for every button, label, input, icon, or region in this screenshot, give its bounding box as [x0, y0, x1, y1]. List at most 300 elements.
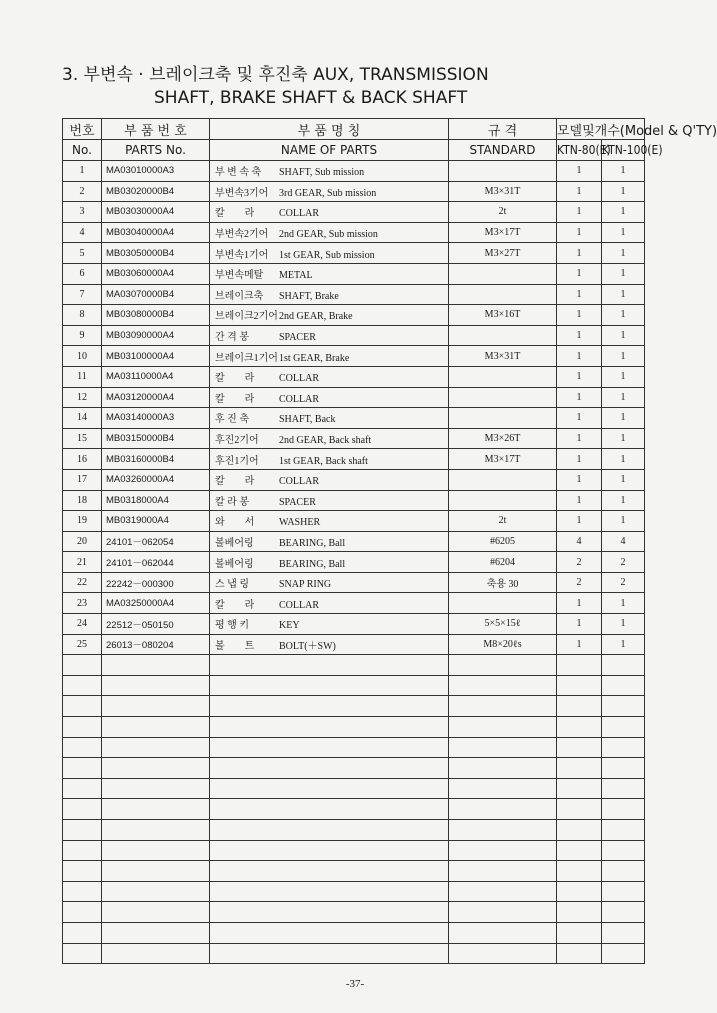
empty-cell [557, 943, 602, 964]
row-number: 6 [63, 263, 102, 284]
empty-cell [602, 943, 645, 964]
empty-cell [557, 737, 602, 758]
empty-row [63, 799, 645, 820]
standard: M3×17T [449, 449, 557, 470]
part-number: MA03260000A4 [102, 469, 210, 490]
empty-cell [449, 675, 557, 696]
table-row [63, 408, 645, 429]
part-name [210, 305, 449, 326]
empty-cell [63, 902, 102, 923]
empty-cell [557, 696, 602, 717]
part-name-ko: 와 서 [215, 517, 255, 529]
part-number: MA03140000A3 [102, 408, 210, 429]
part-name [210, 243, 449, 264]
part-name-ko: 볼베어링 [215, 537, 254, 549]
qty-model-1: 2 [557, 552, 602, 573]
empty-cell [210, 655, 449, 676]
table-row [63, 366, 645, 387]
empty-row [63, 758, 645, 779]
table-row [63, 552, 645, 573]
table-row [63, 222, 645, 243]
table-row [63, 305, 645, 326]
part-name-ko: 부변속메탈 [215, 270, 264, 282]
empty-row [63, 737, 645, 758]
part-name-en: SHAFT, Back [279, 414, 336, 426]
part-name-en: SHAFT, Brake [279, 290, 339, 302]
empty-cell [63, 696, 102, 717]
empty-cell [602, 717, 645, 738]
part-name-ko: 칼 라 봉 [215, 496, 249, 508]
standard [449, 263, 557, 284]
qty-model-2: 1 [602, 428, 645, 449]
part-name-en: 1st GEAR, Brake [279, 352, 350, 364]
empty-cell [557, 881, 602, 902]
part-name-en: COLLAR [279, 393, 319, 405]
row-number: 3 [63, 202, 102, 223]
part-name-en: 1st GEAR, Sub mission [279, 249, 375, 261]
table-row [63, 490, 645, 511]
part-number: MB03020000B4 [102, 181, 210, 202]
empty-cell [449, 861, 557, 882]
empty-row [63, 861, 645, 882]
row-number: 2 [63, 181, 102, 202]
empty-row [63, 696, 645, 717]
empty-cell [602, 902, 645, 923]
qty-model-2: 1 [602, 222, 645, 243]
qty-model-2: 1 [602, 263, 645, 284]
part-name-en: KEY [279, 620, 300, 632]
qty-model-2: 4 [602, 531, 645, 552]
empty-cell [557, 717, 602, 738]
part-number: MB0319000A4 [102, 511, 210, 532]
empty-cell [102, 655, 210, 676]
part-number: MA03010000A3 [102, 161, 210, 182]
part-name [210, 490, 449, 511]
row-number: 1 [63, 161, 102, 182]
qty-model-2: 1 [602, 243, 645, 264]
empty-cell [449, 696, 557, 717]
empty-row [63, 655, 645, 676]
part-number: 26013－080204 [102, 634, 210, 655]
empty-cell [210, 840, 449, 861]
qty-model-2: 2 [602, 572, 645, 593]
empty-cell [602, 881, 645, 902]
part-name [210, 366, 449, 387]
row-number: 8 [63, 305, 102, 326]
standard [449, 469, 557, 490]
row-number: 15 [63, 428, 102, 449]
table-row [63, 634, 645, 655]
empty-cell [602, 778, 645, 799]
part-name-ko: 간 격 봉 [215, 332, 249, 344]
empty-row [63, 922, 645, 943]
part-name [210, 284, 449, 305]
qty-model-2: 1 [602, 305, 645, 326]
part-name-en: BOLT(＋SW) [279, 640, 336, 652]
empty-cell [102, 922, 210, 943]
qty-model-1: 1 [557, 161, 602, 182]
empty-cell [449, 778, 557, 799]
empty-cell [557, 820, 602, 841]
standard: M3×26T [449, 428, 557, 449]
part-name [210, 531, 449, 552]
table-row [63, 531, 645, 552]
empty-cell [210, 758, 449, 779]
empty-cell [63, 943, 102, 964]
empty-cell [102, 799, 210, 820]
empty-cell [210, 737, 449, 758]
row-number: 20 [63, 531, 102, 552]
part-number: MA03120000A4 [102, 387, 210, 408]
standard [449, 387, 557, 408]
table-row [63, 284, 645, 305]
part-name-ko: 칼 라 [215, 393, 255, 405]
title-line-2: SHAFT, BRAKE SHAFT & BACK SHAFT [154, 88, 468, 108]
empty-cell [602, 758, 645, 779]
row-number: 21 [63, 552, 102, 573]
empty-cell [210, 696, 449, 717]
qty-model-1: 1 [557, 614, 602, 635]
qty-model-2: 2 [602, 552, 645, 573]
part-name-en: COLLAR [279, 476, 319, 488]
empty-cell [557, 655, 602, 676]
empty-cell [102, 881, 210, 902]
part-name [210, 387, 449, 408]
qty-model-1: 1 [557, 449, 602, 470]
part-number: 24101－062054 [102, 531, 210, 552]
empty-cell [102, 675, 210, 696]
empty-cell [449, 902, 557, 923]
part-number: 22512－050150 [102, 614, 210, 635]
empty-row [63, 820, 645, 841]
part-number: MB03060000A4 [102, 263, 210, 284]
standard [449, 366, 557, 387]
part-name-en: 1st GEAR, Back shaft [279, 455, 368, 467]
empty-cell [63, 881, 102, 902]
row-number: 22 [63, 572, 102, 593]
qty-model-1: 1 [557, 408, 602, 429]
header-parts-no-en: PARTS No. [102, 140, 210, 161]
standard [449, 161, 557, 182]
qty-model-2: 1 [602, 469, 645, 490]
table-row [63, 161, 645, 182]
empty-cell [210, 820, 449, 841]
page-number: -37- [345, 978, 365, 990]
part-name [210, 511, 449, 532]
empty-cell [63, 799, 102, 820]
empty-cell [210, 717, 449, 738]
part-name-en: COLLAR [279, 373, 319, 385]
empty-cell [210, 902, 449, 923]
part-name-en: 2nd GEAR, Back shaft [279, 435, 372, 447]
row-number: 18 [63, 490, 102, 511]
empty-cell [557, 922, 602, 943]
part-name-ko: 칼 라 [215, 208, 255, 220]
empty-cell [102, 717, 210, 738]
part-name-ko: 후진2기어 [215, 435, 259, 447]
empty-cell [449, 820, 557, 841]
part-name-en: WASHER [279, 517, 321, 529]
header-std-en: STANDARD [449, 140, 557, 161]
standard: 축용 30 [449, 572, 557, 593]
empty-cell [102, 737, 210, 758]
qty-model-1: 1 [557, 511, 602, 532]
header-row-english [63, 140, 645, 161]
row-number: 5 [63, 243, 102, 264]
standard: 5×5×15ℓ [449, 614, 557, 635]
table-row [63, 181, 645, 202]
part-number: 24101－062044 [102, 552, 210, 573]
table-row [63, 325, 645, 346]
empty-cell [102, 840, 210, 861]
qty-model-2: 1 [602, 346, 645, 367]
header-model-2: KTN-100(E) [602, 140, 645, 161]
empty-cell [449, 758, 557, 779]
empty-cell [602, 675, 645, 696]
qty-model-1: 1 [557, 325, 602, 346]
header-no-en: No. [63, 140, 102, 161]
empty-cell [602, 799, 645, 820]
part-name-ko: 칼 라 [215, 373, 255, 385]
part-name [210, 161, 449, 182]
empty-cell [102, 943, 210, 964]
standard: 2t [449, 511, 557, 532]
empty-cell [449, 799, 557, 820]
empty-cell [63, 655, 102, 676]
part-number: MB03160000B4 [102, 449, 210, 470]
standard: M8×20ℓs [449, 634, 557, 655]
empty-cell [557, 675, 602, 696]
part-number: MB03090000A4 [102, 325, 210, 346]
qty-model-2: 1 [602, 387, 645, 408]
standard: #6205 [449, 531, 557, 552]
table-row [63, 572, 645, 593]
part-name [210, 181, 449, 202]
part-name-en: SPACER [279, 496, 316, 508]
empty-row [63, 675, 645, 696]
empty-cell [102, 902, 210, 923]
title-line-1: 3. 부변속 · 브레이크축 및 후진축 AUX, TRANSMISSION [62, 65, 489, 85]
table-row [63, 614, 645, 635]
qty-model-2: 1 [602, 202, 645, 223]
part-name-ko: 브레이크축 [215, 290, 264, 302]
qty-model-2: 1 [602, 449, 645, 470]
empty-row [63, 881, 645, 902]
parts-table-body [63, 161, 645, 964]
empty-cell [602, 922, 645, 943]
row-number: 14 [63, 408, 102, 429]
part-number: MB03050000B4 [102, 243, 210, 264]
empty-cell [210, 861, 449, 882]
row-number: 17 [63, 469, 102, 490]
part-name [210, 449, 449, 470]
header-name-en: NAME OF PARTS [210, 140, 449, 161]
qty-model-2: 1 [602, 181, 645, 202]
table-row [63, 387, 645, 408]
empty-cell [63, 737, 102, 758]
standard: M3×17T [449, 222, 557, 243]
empty-cell [102, 778, 210, 799]
part-name [210, 469, 449, 490]
empty-cell [449, 881, 557, 902]
empty-cell [63, 861, 102, 882]
empty-cell [602, 861, 645, 882]
table-row [63, 346, 645, 367]
empty-cell [63, 778, 102, 799]
part-name-en: COLLAR [279, 599, 319, 611]
part-name-en: 3rd GEAR, Sub mission [279, 187, 377, 199]
standard: M3×27T [449, 243, 557, 264]
table-row [63, 263, 645, 284]
empty-cell [602, 820, 645, 841]
standard [449, 325, 557, 346]
qty-model-1: 1 [557, 243, 602, 264]
empty-cell [557, 840, 602, 861]
empty-cell [449, 717, 557, 738]
part-name [210, 428, 449, 449]
row-number: 16 [63, 449, 102, 470]
part-name [210, 552, 449, 573]
row-number: 25 [63, 634, 102, 655]
part-name-ko: 브레이크2기어 [215, 311, 278, 323]
empty-row [63, 840, 645, 861]
qty-model-1: 4 [557, 531, 602, 552]
table-row [63, 511, 645, 532]
empty-cell [557, 861, 602, 882]
part-number: 22242－000300 [102, 572, 210, 593]
part-name-en: SHAFT, Sub mission [279, 167, 365, 179]
table-row [63, 202, 645, 223]
empty-cell [63, 717, 102, 738]
part-name-ko: 볼 트 [215, 640, 255, 652]
qty-model-2: 1 [602, 366, 645, 387]
empty-cell [63, 675, 102, 696]
empty-cell [102, 861, 210, 882]
parts-table [62, 118, 717, 964]
part-name-en: 2nd GEAR, Sub mission [279, 229, 378, 241]
header-row-korean [63, 119, 645, 140]
header-parts-no-ko: 부 품 번 호 [102, 119, 210, 140]
standard: M3×31T [449, 181, 557, 202]
empty-cell [102, 696, 210, 717]
empty-cell [557, 902, 602, 923]
empty-cell [602, 655, 645, 676]
qty-model-1: 1 [557, 305, 602, 326]
part-name [210, 593, 449, 614]
empty-cell [449, 737, 557, 758]
qty-model-1: 1 [557, 222, 602, 243]
empty-cell [449, 840, 557, 861]
part-name-ko: 볼베어링 [215, 558, 254, 570]
part-name [210, 202, 449, 223]
empty-cell [210, 778, 449, 799]
part-name-ko: 칼 라 [215, 476, 255, 488]
qty-model-2: 1 [602, 408, 645, 429]
empty-cell [210, 799, 449, 820]
part-name-en: METAL [279, 270, 313, 282]
qty-model-1: 1 [557, 263, 602, 284]
table-row [63, 428, 645, 449]
part-name-ko: 스 냅 링 [215, 579, 249, 591]
qty-model-1: 1 [557, 284, 602, 305]
part-name-en: BEARING, Ball [279, 537, 346, 549]
part-name-en: BEARING, Ball [279, 558, 346, 570]
qty-model-1: 1 [557, 428, 602, 449]
empty-row [63, 943, 645, 964]
empty-cell [557, 799, 602, 820]
qty-model-1: 1 [557, 346, 602, 367]
empty-row [63, 778, 645, 799]
empty-cell [210, 675, 449, 696]
part-number: MA03110000A4 [102, 366, 210, 387]
empty-cell [102, 758, 210, 779]
empty-cell [210, 881, 449, 902]
qty-model-1: 1 [557, 366, 602, 387]
empty-cell [63, 820, 102, 841]
qty-model-2: 1 [602, 490, 645, 511]
part-name-en: COLLAR [279, 208, 319, 220]
part-number: MB03030000A4 [102, 202, 210, 223]
part-name [210, 263, 449, 284]
qty-model-1: 2 [557, 572, 602, 593]
qty-model-2: 1 [602, 634, 645, 655]
part-name-ko: 부 변 속 축 [215, 167, 262, 179]
row-number: 9 [63, 325, 102, 346]
header-model-1: KTN-80(E) [557, 140, 602, 161]
empty-cell [449, 943, 557, 964]
row-number: 11 [63, 366, 102, 387]
qty-model-1: 1 [557, 634, 602, 655]
qty-model-1: 1 [557, 469, 602, 490]
empty-cell [63, 922, 102, 943]
part-name [210, 408, 449, 429]
standard [449, 284, 557, 305]
part-number: MB03080000B4 [102, 305, 210, 326]
standard [449, 408, 557, 429]
standard: M3×16T [449, 305, 557, 326]
row-number: 7 [63, 284, 102, 305]
empty-cell [63, 840, 102, 861]
part-name [210, 614, 449, 635]
row-number: 10 [63, 346, 102, 367]
qty-model-2: 1 [602, 614, 645, 635]
part-name [210, 325, 449, 346]
part-name-ko: 부변속1기어 [215, 249, 269, 261]
row-number: 12 [63, 387, 102, 408]
part-number: MB03100000A4 [102, 346, 210, 367]
row-number: 4 [63, 222, 102, 243]
header-std-ko: 규 격 [449, 119, 557, 140]
part-name-en: 2nd GEAR, Brake [279, 311, 353, 323]
part-name-ko: 부변속3기어 [215, 187, 269, 199]
qty-model-2: 1 [602, 593, 645, 614]
qty-model-2: 1 [602, 161, 645, 182]
empty-cell [602, 737, 645, 758]
qty-model-1: 1 [557, 593, 602, 614]
page-title [62, 64, 489, 110]
part-name [210, 572, 449, 593]
standard [449, 593, 557, 614]
part-name [210, 634, 449, 655]
part-name-ko: 후 진 축 [215, 414, 249, 426]
empty-cell [449, 922, 557, 943]
part-number: MB03040000A4 [102, 222, 210, 243]
empty-cell [602, 696, 645, 717]
empty-cell [557, 778, 602, 799]
part-name [210, 346, 449, 367]
qty-model-1: 1 [557, 181, 602, 202]
qty-model-1: 1 [557, 387, 602, 408]
